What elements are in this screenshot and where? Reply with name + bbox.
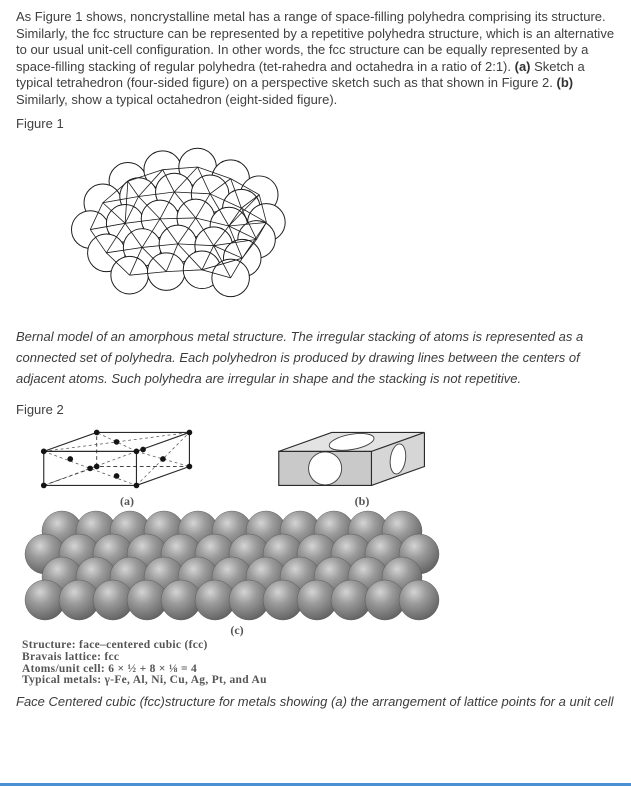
subfigure-a: [32, 423, 222, 508]
fcc-atoms-line: Atoms/unit cell: 6 × ½ + 8 × ⅛ = 4: [22, 662, 198, 675]
figure2-top-row: [32, 423, 615, 508]
problem-statement: [16, 9, 615, 108]
figure2-image: [18, 423, 615, 687]
figure2-caption: Face Centered cubic (fcc)structure for metals showing (a) the arrangement of lattice points for a unit cell: [16, 694, 614, 710]
problem-part-a-marker: (a): [514, 58, 531, 74]
bernal-model-drawing: [42, 137, 312, 315]
problem-text-part: Similarly, show a typical octahedron (eight-sided figure).: [16, 91, 338, 107]
fcc-info-block: [22, 640, 615, 687]
subfigure-c: [22, 510, 615, 622]
problem-text-part: As Figure 1 shows, noncrystalline metal has a range of space-filling polyhedra comprising its structure. Similarly, the fcc structure can be represented by a repetitive polyhedra structure, which is an alternative to our usual unit-cell configuration. In other words, the fcc structure can be equally represented by a space-filling stacking of regular polyhedra (tet-rahedra and octahedra in a ratio of 2:1).: [16, 9, 615, 74]
subfigure-a-label: (a): [120, 494, 134, 508]
figure1-label: Figure 1: [16, 116, 64, 131]
fcc-unit-cell-sketch: [32, 423, 222, 493]
fcc-sphere-stack: [22, 510, 452, 622]
fcc-polyhedra-sketch: [267, 423, 457, 493]
problem-text-part: Sketch a typical tetrahedron (four-sided figure) on a perspective sketch such as that shown in Figure 2.: [16, 58, 585, 90]
figure1-caption: Bernal model of an amorphous metal structure. The irregular stacking of atoms is represented as a connected set of polyhedra. Each polyhedron is produced by drawing lines between the centers of adjacent atoms. Such polyhedra are irregular in shape and the stacking is not repetitive.: [16, 328, 584, 386]
fcc-structure-line: Structure: face–centered cubic (fcc): [22, 639, 208, 651]
subfigure-b: [267, 423, 457, 508]
figure2-label: Figure 2: [16, 401, 64, 417]
figure1-image: [42, 137, 615, 315]
subfigure-b-label: (b): [354, 494, 370, 508]
subfigure-c-label: (c): [230, 623, 244, 637]
problem-part-b-marker: (b): [556, 75, 574, 90]
fcc-bravais-line: Bravais lattice: fcc: [22, 650, 120, 663]
fcc-metals-line: Typical metals: γ-Fe, Al, Ni, Cu, Ag, Pt, and Au: [22, 674, 267, 687]
